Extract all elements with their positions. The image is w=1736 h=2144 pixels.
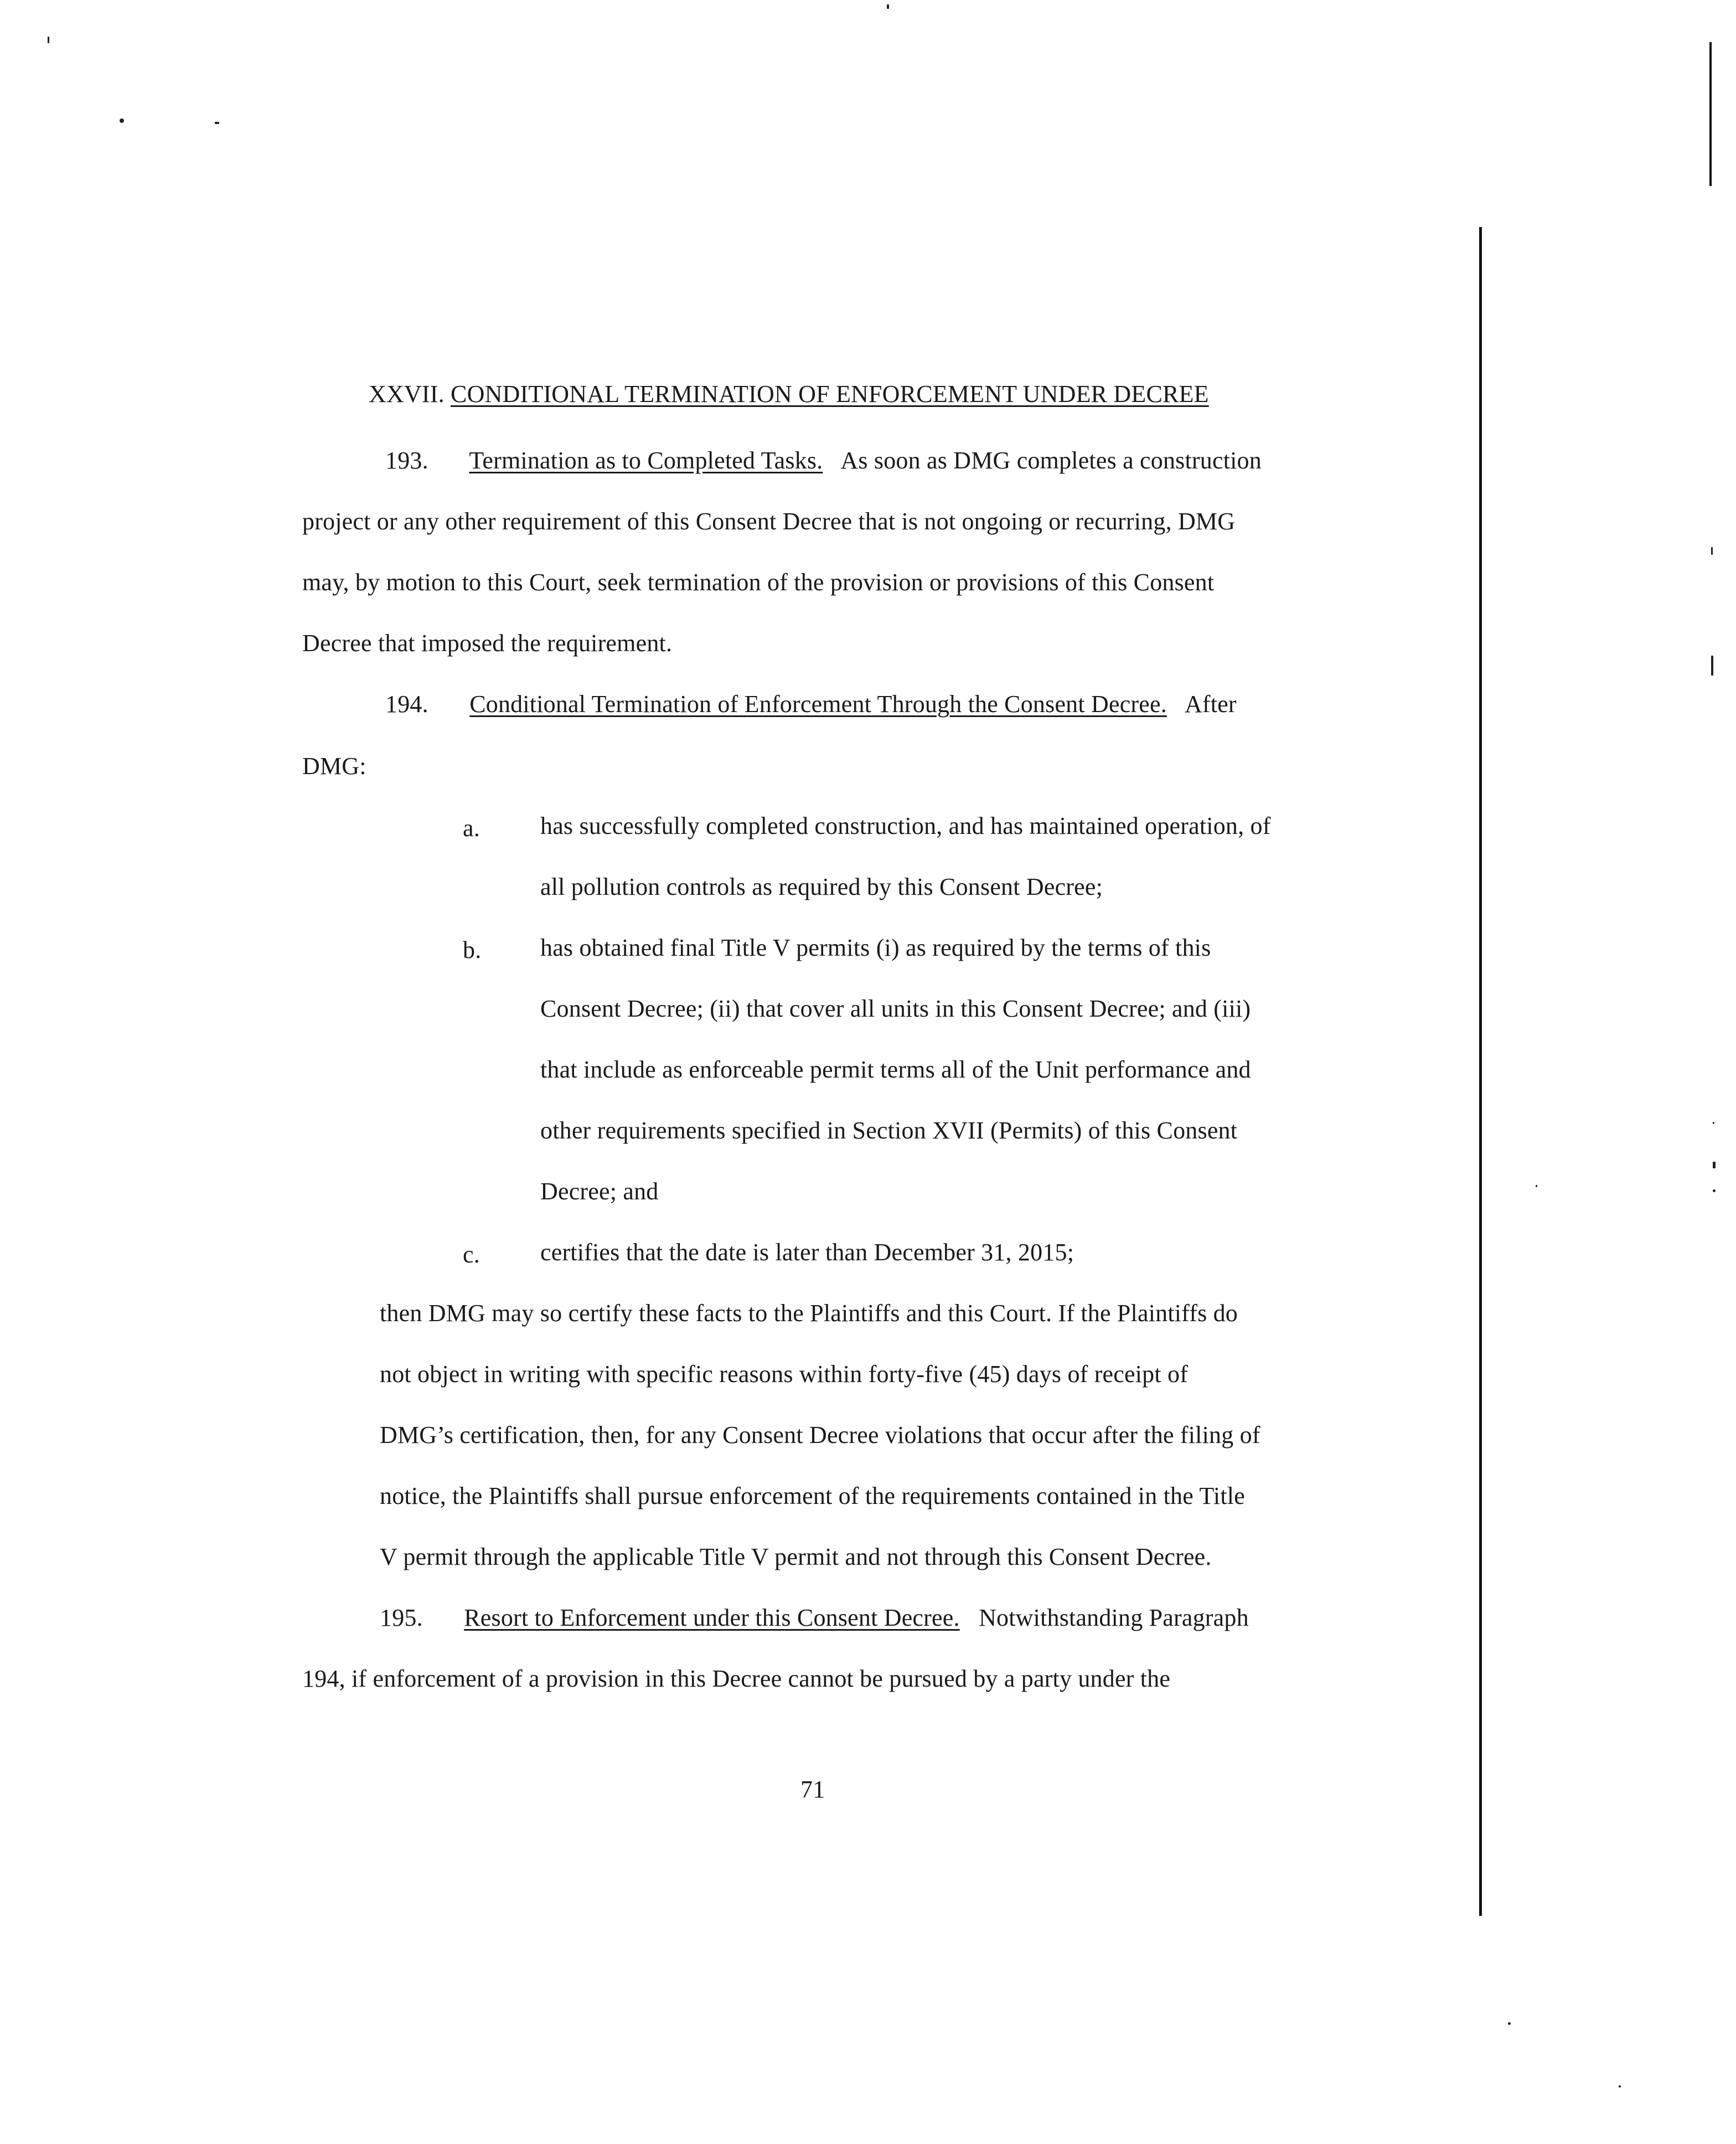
- scan-speck: [1711, 656, 1713, 676]
- item-b-line-5: Decree; and: [540, 1178, 659, 1205]
- para-194-tail-4: notice, the Plaintiffs shall pursue enforcement of the requirements contained in the Title: [380, 1482, 1245, 1509]
- para-195-line-2: 194, if enforcement of a provision in this Decree cannot be pursued by a party under the: [302, 1665, 1171, 1692]
- scan-speck: [215, 122, 219, 124]
- para-193-number: 193.: [385, 447, 428, 474]
- para-195-number: 195.: [380, 1604, 423, 1631]
- scan-speck: [1536, 1185, 1537, 1187]
- para-194-line-1: [385, 690, 1237, 718]
- item-b-line-3: that include as enforceable permit terms all of the Unit performance and: [540, 1056, 1251, 1083]
- para-194-tail-2: not object in writing with specific reasons within forty-five (45) days of receipt of: [380, 1360, 1189, 1388]
- scan-speck: [120, 118, 124, 123]
- scan-speck: [1508, 2022, 1511, 2025]
- scan-speck: [1711, 547, 1713, 555]
- item-a-line-2: all pollution controls as required by this Consent Decree;: [540, 873, 1103, 900]
- para-193-line-1: [385, 446, 1262, 475]
- para-193-line-4: Decree that imposed the requirement.: [302, 630, 673, 657]
- item-b-label: b.: [463, 936, 482, 963]
- item-c-label: c.: [463, 1241, 480, 1268]
- scan-speck: [1713, 1189, 1716, 1192]
- item-b-line-2: Consent Decree; (ii) that cover all units in this Consent Decree; and (iii): [540, 995, 1251, 1022]
- para-193-line-2: project or any other requirement of this Consent Decree that is not ongoing or recurring, DMG: [302, 508, 1236, 535]
- para-194-tail-5: V permit through the applicable Title V permit and not through this Consent Decree.: [380, 1543, 1212, 1570]
- scan-speck: [48, 37, 49, 43]
- para-194-tail-1: then DMG may so certify these facts to the Plaintiffs and this Court. If the Plaintiffs do: [380, 1300, 1238, 1327]
- section-title: CONDITIONAL TERMINATION OF ENFORCEMENT UNDER DECREE: [451, 380, 1209, 408]
- scan-speck: [1713, 1122, 1714, 1124]
- para-194-number: 194.: [385, 690, 428, 718]
- page-number: 71: [800, 1776, 825, 1803]
- para-194-lead: After: [1184, 690, 1237, 718]
- para-195-line-1: [380, 1604, 1249, 1632]
- para-194-heading: Conditional Termination of Enforcement Through the Consent Decree.: [469, 690, 1167, 718]
- item-b-line-4: other requirements specified in Section XVII (Permits) of this Consent: [540, 1117, 1238, 1144]
- item-a-line-1: has successfully completed construction, and has maintained operation, of: [540, 812, 1271, 839]
- top-right-margin-bar: [1709, 42, 1712, 186]
- para-194-line-2: DMG:: [302, 753, 366, 780]
- section-number: XXVII.: [369, 380, 445, 408]
- scan-speck: [887, 4, 889, 9]
- scan-speck: [1619, 2085, 1621, 2088]
- section-heading: [369, 380, 1209, 408]
- para-193-line-3: may, by motion to this Court, seek termination of the provision or provisions of this Consent: [302, 569, 1215, 596]
- item-c-line-1: certifies that the date is later than December 31, 2015;: [540, 1239, 1074, 1266]
- para-195-text: Notwithstanding Paragraph: [979, 1604, 1249, 1631]
- item-b-line-1: has obtained final Title V permits (i) as required by the terms of this: [540, 934, 1211, 961]
- item-a-label: a.: [463, 815, 480, 842]
- scan-speck: [1713, 1162, 1716, 1168]
- para-194-tail-3: DMG’s certification, then, for any Consent Decree violations that occur after the filing of: [380, 1421, 1260, 1449]
- right-margin-bar: [1479, 227, 1482, 1916]
- para-193-text: As soon as DMG completes a construction: [840, 447, 1262, 474]
- para-193-heading: Termination as to Completed Tasks.: [469, 447, 823, 474]
- para-195-heading: Resort to Enforcement under this Consent Decree.: [464, 1604, 960, 1631]
